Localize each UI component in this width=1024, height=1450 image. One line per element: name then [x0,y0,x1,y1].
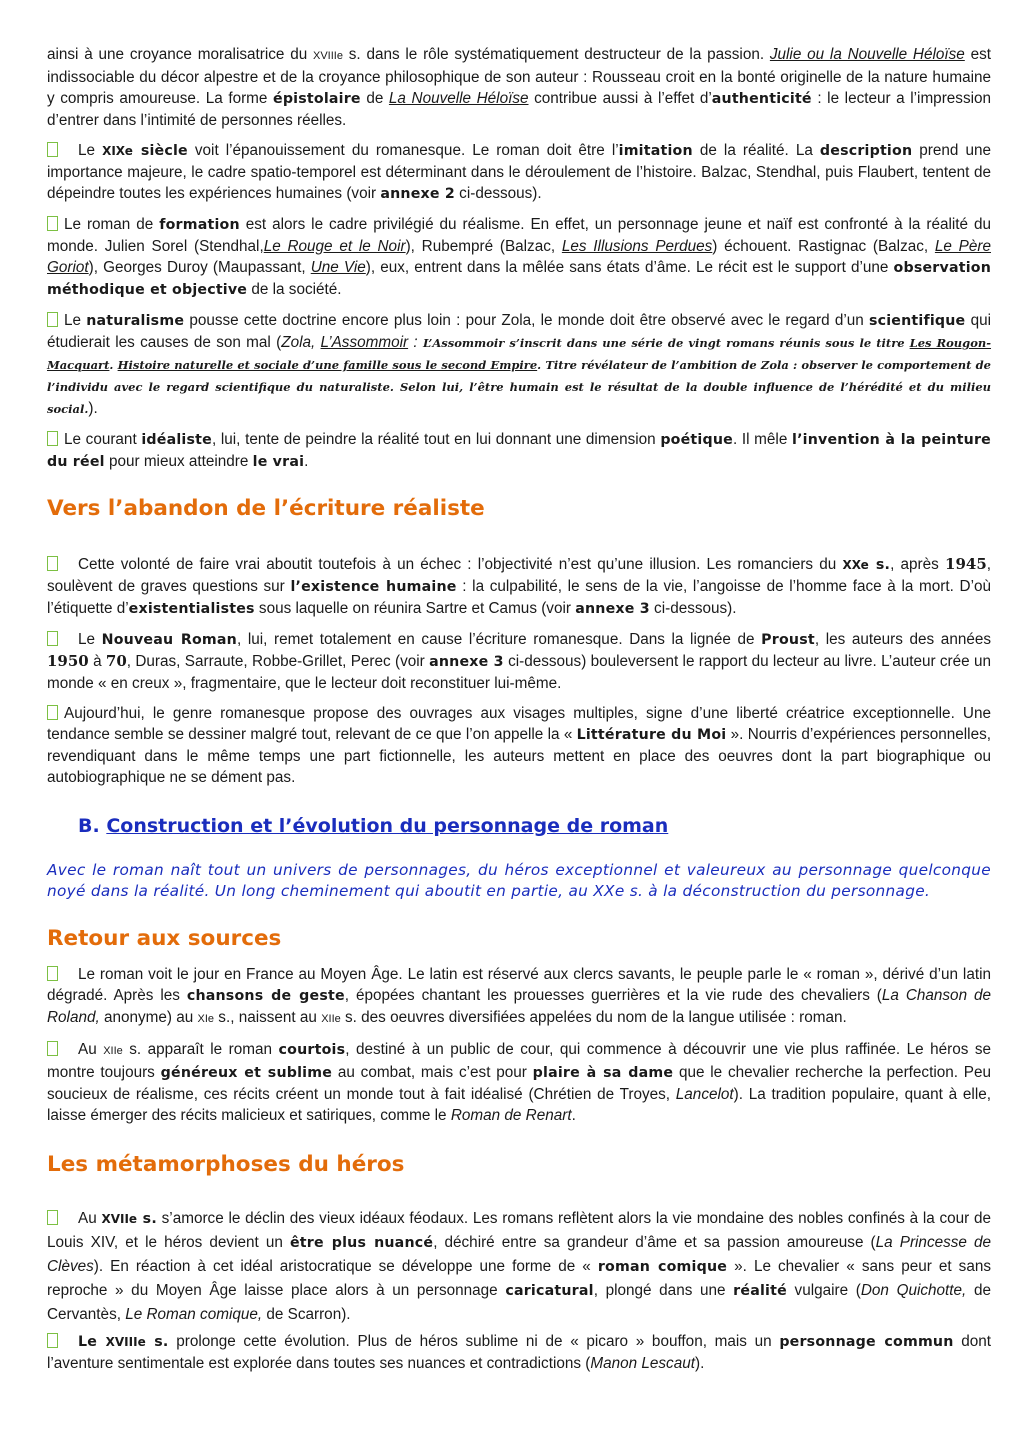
checkbox-bullet-icon [47,1210,58,1225]
paragraph-xviie-siecle: Au XVIIe s. s’amorce le déclin des vieux idéaux féodaux. Les romans reflètent alors la vie mondaine des nobles confinés à la cour de Louis XIV, et le héros devient un être plus nuancé, déchiré entre sa grandeur d’âme et sa passion amoureuse (La Princesse de Clèves). En réaction à cet idéal aristocratique se développe une forme de « roman comique ». Le chevalier « sans peur et sans reproche » du Moyen Âge laisse place alors à un personnage caricatural, plongé dans une réalité vulgaire (Don Quichotte, de Cervantès, Le Roman comique, de Scarron). [47,1210,992,1323]
paragraph-existentialistes: Cette volonté de faire vrai aboutit toutefois à un échec : l’objectivité n’est qu’une illusion. Les romanciers du XXe s., après 1945, soulèvent de graves questions sur l’existence humaine : la culpabilité, le sens de la vie, l’angoisse de l’homme face à la mort. D’où l’étiquette d’existentialistes sous laquelle on réunira Sartre et Camus (voir annexe 3 ci-dessous). [47,555,992,617]
heading-metamorphoses-heros: Les métamorphoses du héros [47,1152,405,1177]
paragraph-naturalisme: Le naturalisme pousse cette doctrine encore plus loin : pour Zola, le monde doit être observé avec le regard d’un scientifique qui étudierait les causes de son mal (Zola, L’Assommoir : L’Assommoir s’inscrit dans une série de vingt romans réunis sous le titre Les Rougon-Macquart. Histoire naturelle et sociale d’une famille sous le second Empire. Titre révélateur de l’ambition de Zola : observer le comportement de l’individu avec le regard scientifique du naturaliste. Selon lui, l’être humain est le résultat de la double influence de l’hérédité et du milieu social.). [47,312,992,417]
checkbox-bullet-icon [47,966,58,981]
paragraph-xviiie-siecle: Le XVIIIe s. prolonge cette évolution. Plus de héros sublime ni de « picaro » bouffon, mais un personnage commun dont l’aventure sentimentale est explorée dans toutes ses nuances et contradictions (Manon Lescaut). [47,1333,991,1372]
paragraph-roman-courtois: Au XIIe s. apparaît le roman courtois, destiné à un public de cour, qui commence à découvrir une vie plus raffinée. Le héros se montre toujours généreux et sublime au combat, mais c’est pour plaire à sa dame que le chevalier recherche la perfection. Peu soucieux de réalisme, ces récits créent un monde tout à fait idéalisé (Chrétien de Troyes, Lancelot). La tradition populaire, quant à elle, laisse émerger des récits malicieux et satiriques, comme le Roman de Renart. [47,1041,992,1124]
paragraph-idealiste: Le courant idéaliste, lui, tente de peindre la réalité tout en lui donnant une dimension poétique. Il mêle l’invention à la peinture du réel pour mieux atteindre le vrai. [47,431,991,470]
checkbox-bullet-icon [47,705,58,720]
checkbox-bullet-icon [47,431,58,446]
checkbox-bullet-icon [47,142,58,157]
paragraph-roman-formation: Le roman de formation est alors le cadre privilégié du réalisme. En effet, un personnage jeune et naïf est confronté à la réalité du monde. Julien Sorel (Stendhal,Le Rouge et le Noir), Rubempré (Balzac, Les Illusions Perdues) échouent. Rastignac (Balzac, Le Père Goriot), Georges Duroy (Maupassant, Une Vie), eux, entrent dans la mêlée sans états d’âme. Le récit est le support d’une observation méthodique et objective de la société. [47,216,992,298]
heading-retour-aux-sources: Retour aux sources [47,926,282,951]
paragraph-rousseau: ainsi à une croyance moralisatrice du XVIIIe s. dans le rôle systématiquement destructeur de la passion. Julie ou la Nouvelle Héloïse est indissociable du décor alpestre et de la croyance philosophique de son auteur : Rousseau croit en la bonté originelle de la nature humaine y compris amoureuse. La forme épistolaire de La Nouvelle Héloïse contribue aussi à l’effet d’authenticité : le lecteur a l’impression d’entrer dans l’intimité de personnes réelles. [47,46,992,129]
paragraph-nouveau-roman: Le Nouveau Roman, lui, remet totalement en cause l’écriture romanesque. Dans la lignée de Proust, les auteurs des années 1950 à 70, Duras, Sarraute, Robbe-Grillet, Perec (voir annexe 3 ci-dessous) bouleversent le rapport du lecteur au livre. L’auteur crée un monde « en creux », fragmentaire, que le lecteur doit reconstituer lui-même. [47,631,991,692]
checkbox-bullet-icon [47,312,58,327]
checkbox-bullet-icon [47,216,58,231]
heading-vers-abandon: Vers l’abandon de l’écriture réaliste [47,496,485,521]
checkbox-bullet-icon [47,631,58,646]
checkbox-bullet-icon [47,1333,58,1348]
title-julie: Julie ou la Nouvelle Héloïse [769,46,965,63]
checkbox-bullet-icon [47,1041,58,1056]
paragraph-xixe-siecle: Le XIXe siècle voit l’épanouissement du romanesque. Le roman doit être l’imitation de la réalité. La description prend une importance majeure, le cadre spatio-temporel est déterminant dans le déroulement de l’histoire. Balzac, Stendhal, puis Flaubert, tentent de dépeindre toutes les expériences humaines (voir annexe 2 ci-dessous). [47,142,991,202]
section-b-intro: Avec le roman naît tout un univers de personnages, du héros exceptionnel et valeureux au personnage quelconque noyé dans la réalité. Un long cheminement qui aboutit en partie, au XXe s. à la déconstruction du personnage. [47,861,991,900]
heading-section-b: B. Construction et l’évolution du personnage de roman [78,815,669,837]
paragraph-litterature-du-moi: Aujourd’hui, le genre romanesque propose des ouvrages aux visages multiples, signe d’une liberté créatrice exceptionnelle. Une tendance semble se dessiner malgré tout, relevant de ce que l’on appelle la « Littérature du Moi ». Nourris d’expériences personnelles, revendiquant dans le même temps une part fictionnelle, les auteurs mettent en place des oeuvres dont la part biographique ou autobiographique ne se dément pas. [47,705,991,786]
title-nouvelle-heloise: La Nouvelle Héloïse [388,90,529,107]
paragraph-moyen-age: Le roman voit le jour en France au Moyen Âge. Le latin est réservé aux clercs savants, le peuple parle le « roman », dérivé d’un latin dégradé. Après les chansons de geste, épopées chantant les prouesses guerrières et la vie rude des chevaliers (La Chanson de Roland, anonyme) au XIe s., naissent au XIIe s. des oeuvres diversifiées appelées du nom de la langue utilisée : roman. [47,966,992,1026]
checkbox-bullet-icon [47,556,58,571]
